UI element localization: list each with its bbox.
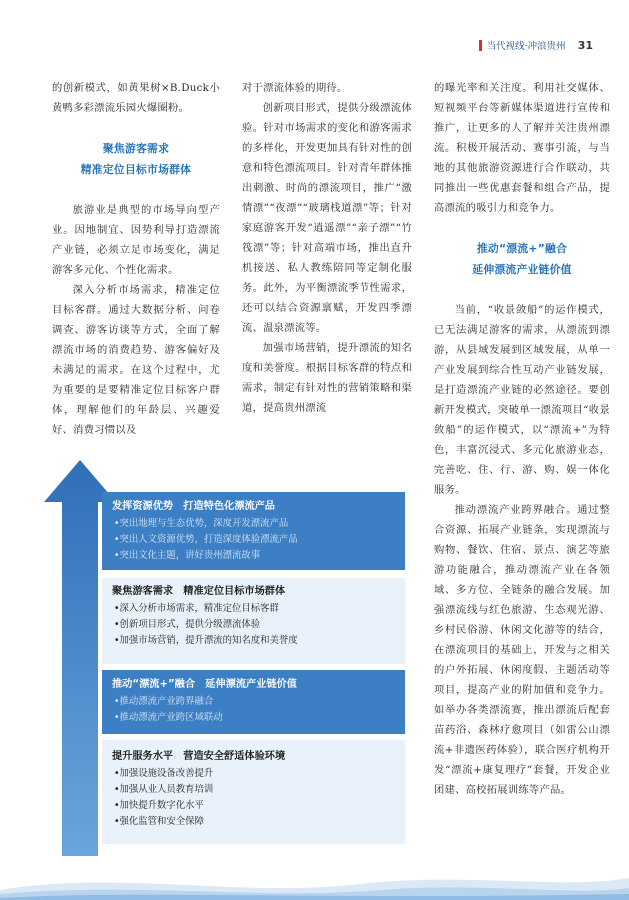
strategy-box-1 bbox=[102, 492, 405, 570]
paragraph: 的创新模式，如黄果树×B.Duck小黄鸭多彩漂流乐园火爆圈粉。 bbox=[52, 82, 220, 114]
paragraph: 深入分析市场需求，精准定位目标客群。通过大数据分析、问卷调查、游客访谈等方式，全面了解漂流市场的消费趋势、游客偏好及未满足的需求。在这个过程中，尤为重要的是要精准定位目标客户群体，理解他们的年龄层、兴趣爱好、消费习惯以及 bbox=[52, 284, 220, 436]
section-heading: 精准定位目标市场群体 bbox=[80, 163, 192, 176]
box-item: •创新项目形式，提供分级漂流体验 bbox=[114, 619, 261, 630]
box-item: •推动漂流产业跨界融合 bbox=[114, 696, 214, 707]
paragraph: 的曝光率和关注度。利用社交媒体、短视频平台等新媒体渠道进行宣传和推广，让更多的人了解并关注贵州漂流。积极开展活动、赛事引流，与当地的其他旅游资源进行合作联动，共同推出一些优惠套餐和组合产品，提高漂流的吸引力和竞争力。 bbox=[434, 82, 610, 214]
box-item: •深入分析市场需求，精准定位目标客群 bbox=[114, 603, 279, 614]
box-title: 聚焦游客需求 精准定位目标市场群体 bbox=[112, 586, 286, 597]
strategy-box-4 bbox=[102, 740, 405, 844]
paragraph: 旅游业是典型的市场导向型产业。因地制宜、因势利导打造漂流产业链，必须立足市场变化，满足游客多元化、个性化需求。 bbox=[52, 204, 220, 276]
section-heading: 推动“漂流+”融合 bbox=[476, 242, 568, 255]
box-title: 推动“漂流+”融合 延伸漂流产业链价值 bbox=[112, 679, 297, 690]
box-item: •突出人文资源优势，打造深度体验漂流产品 bbox=[114, 534, 298, 545]
box-item: •突出地理与生态优势，深度开发漂流产品 bbox=[114, 518, 289, 529]
box-item: •突出文化主题，讲好贵州漂流故事 bbox=[114, 550, 261, 561]
strategy-box-2 bbox=[102, 578, 405, 664]
page-number: 31 bbox=[577, 38, 593, 52]
column-1 bbox=[52, 78, 220, 440]
paragraph: 推动漂流产业跨界融合。通过整合资源、拓展产业链条，实现漂流与购物、餐饮、住宿、景点、演艺等旅游功能融合，推动漂流产业在各领域、多方位、全链条的融合发展。加强漂流线与红色旅游、生态观光游、乡村民俗游、休闲文化游等的结合，在漂流项目的基础上，开发与之相关的户外拓展、休闲度假、主题活动等项目，提高产业的附加值和竞争力。如举办各类漂流赛，推出漂流后配套苗药浴、森林疗愈项目（如雷公山漂流+非遗医药体验），联合医疗机构开发“漂流+康复理疗”套餐，开发企业团建、高校拓展训练等产品。 bbox=[434, 504, 610, 796]
paragraph: 对于漂流体验的期待。 bbox=[242, 82, 348, 94]
running-header bbox=[479, 38, 593, 52]
paragraph: 加强市场营销，提升漂流的知名度和美誉度。根据目标客群的特点和需求，制定有针对性的营销策略和渠道，提高贵州漂流 bbox=[242, 342, 412, 414]
box-item: •推动漂流产业跨区域联动 bbox=[114, 712, 223, 723]
column-3 bbox=[434, 78, 610, 800]
column-2 bbox=[242, 78, 412, 418]
box-title: 发挥资源优势 打造特色化漂流产品 bbox=[112, 501, 275, 512]
box-title: 提升服务水平 营造安全舒适体验环境 bbox=[112, 751, 286, 762]
box-item: •加强设施设备改善提升 bbox=[114, 768, 214, 779]
footer-wave-decoration bbox=[0, 860, 629, 900]
box-item: •加快提升数字化水平 bbox=[114, 800, 204, 811]
box-item: •强化监管和安全保障 bbox=[114, 816, 204, 827]
strategy-box-3 bbox=[102, 670, 405, 734]
paragraph: 创新项目形式，提供分级漂流体验。针对市场需求的变化和游客需求的多样化，开发更加具有针对性的创意和特色漂流项目。针对青年群体推出刺激、时尚的漂流项目，推广“激情漂”“夜漂”“玻璃栈道漂”等；针对家庭游客开发“逍遥漂”“亲子漂”“竹筏漂”等；针对高端市场，推出直升机接送、私人教练陪同等定制化服务。此外，为平衡漂流季节性需求，还可以结合资源禀赋，开发四季漂流、温泉漂流等。 bbox=[242, 102, 412, 334]
header-section-title: 当代视线·冲浪贵州 bbox=[486, 41, 566, 52]
box-item: •加强从业人员教育培训 bbox=[114, 784, 214, 795]
section-heading: 延伸漂流产业链价值 bbox=[472, 263, 572, 276]
section-heading: 聚焦游客需求 bbox=[102, 142, 170, 155]
header-red-bar bbox=[479, 40, 482, 51]
paragraph: 当前，“收景敛船”的运作模式，已无法满足游客的需求，从漂流到漂游，从县域发展到区域发展，从单一产业发展到综合性互动产业链发展，是打造漂流产业链的必然途径。要创新开发模式，突破单一漂流项目“收景敛船”的运作模式，以“漂流+”为特色，丰富沉浸式、多元化旅游业态，完善吃、住、行、游、购、娱一体化服务。 bbox=[434, 304, 610, 496]
box-item: •加强市场营销，提升漂流的知名度和美誉度 bbox=[114, 635, 298, 646]
